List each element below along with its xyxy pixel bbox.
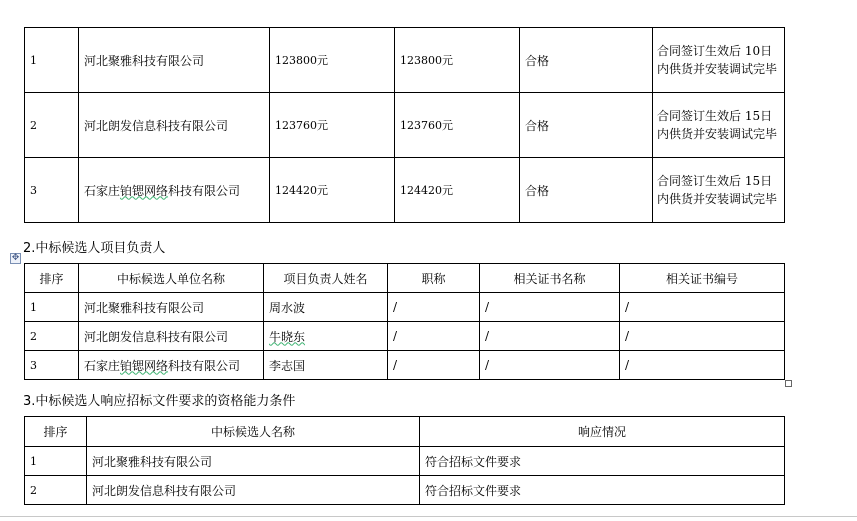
professional-title: /	[388, 322, 480, 351]
spellcheck-flagged-text: 铂锶网络	[120, 358, 169, 373]
spellcheck-flagged-text: 铂锶网络	[120, 183, 169, 198]
company-name: 河北聚雅科技有限公司	[79, 293, 264, 322]
project-leader-table	[24, 263, 785, 380]
leader-name	[264, 322, 388, 351]
bid-price: 123760元	[270, 93, 395, 158]
certificate-name: /	[480, 351, 620, 380]
company-name	[79, 351, 264, 380]
column-header: 中标候选人名称	[87, 417, 420, 447]
certificate-number: /	[620, 293, 785, 322]
row-index: 2	[25, 322, 79, 351]
row-index: 1	[25, 293, 79, 322]
table-header-row	[25, 417, 785, 447]
row-index: 3	[25, 351, 79, 380]
company-name: 河北朗发信息科技有限公司	[79, 93, 270, 158]
response-status: 符合招标文件要求	[420, 476, 785, 505]
table-row	[25, 158, 785, 223]
table-header-row	[25, 264, 785, 293]
row-index: 3	[25, 158, 79, 223]
quality-status: 合格	[520, 28, 653, 93]
move-cross-icon[interactable]: ✥	[11, 253, 20, 263]
table-row	[25, 351, 785, 380]
column-header: 相关证书编号	[620, 264, 785, 293]
page-edge-divider	[0, 516, 857, 517]
leader-name: 李志国	[264, 351, 388, 380]
bid-price: 123800元	[270, 28, 395, 93]
company-name: 河北朗发信息科技有限公司	[87, 476, 420, 505]
column-header: 项目负责人姓名	[264, 264, 388, 293]
quality-status: 合格	[520, 93, 653, 158]
certificate-number: /	[620, 322, 785, 351]
qualification-response-table	[24, 416, 785, 505]
evaluated-price: 124420元	[395, 158, 520, 223]
column-header: 响应情况	[420, 417, 785, 447]
column-header: 相关证书名称	[480, 264, 620, 293]
company-name-prefix: 石家庄	[84, 183, 121, 198]
row-index: 1	[25, 28, 79, 93]
delivery-terms: 合同签订生效后 10日内供货并安装调试完毕	[653, 28, 785, 93]
professional-title: /	[388, 293, 480, 322]
table-row	[25, 447, 785, 476]
company-name-suffix: 科技有限公司	[168, 183, 241, 198]
delivery-terms: 合同签订生效后 15日内供货并安装调试完毕	[653, 158, 785, 223]
company-name	[79, 158, 270, 223]
evaluated-price: 123760元	[395, 93, 520, 158]
certificate-number: /	[620, 351, 785, 380]
row-index: 2	[25, 476, 87, 505]
company-name-prefix: 石家庄	[84, 358, 121, 373]
company-name: 河北朗发信息科技有限公司	[79, 322, 264, 351]
bid-price: 124420元	[270, 158, 395, 223]
section-heading-project-leader: 2.中标候选人项目负责人	[23, 241, 166, 256]
table-row	[25, 293, 785, 322]
row-index: 1	[25, 447, 87, 476]
delivery-terms: 合同签订生效后 15日内供货并安装调试完毕	[653, 93, 785, 158]
column-header: 排序	[25, 264, 79, 293]
column-header: 职称	[388, 264, 480, 293]
column-header: 中标候选人单位名称	[79, 264, 264, 293]
column-header: 排序	[25, 417, 87, 447]
leader-name: 周水波	[264, 293, 388, 322]
evaluated-price: 123800元	[395, 28, 520, 93]
row-index: 2	[25, 93, 79, 158]
professional-title: /	[388, 351, 480, 380]
certificate-name: /	[480, 293, 620, 322]
certificate-name: /	[480, 322, 620, 351]
spellcheck-flagged-text: 牛晓东	[269, 329, 306, 344]
table-row	[25, 93, 785, 158]
quality-status: 合格	[520, 158, 653, 223]
table-row	[25, 28, 785, 93]
table-row	[25, 476, 785, 505]
response-status: 符合招标文件要求	[420, 447, 785, 476]
company-name-suffix: 科技有限公司	[168, 358, 241, 373]
table-resize-handle[interactable]	[785, 380, 792, 387]
company-name: 河北聚雅科技有限公司	[87, 447, 420, 476]
section-heading-qualification: 3.中标候选人响应招标文件要求的资格能力条件	[23, 394, 296, 409]
bid-results-table	[24, 27, 785, 223]
table-row	[25, 322, 785, 351]
company-name: 河北聚雅科技有限公司	[79, 28, 270, 93]
